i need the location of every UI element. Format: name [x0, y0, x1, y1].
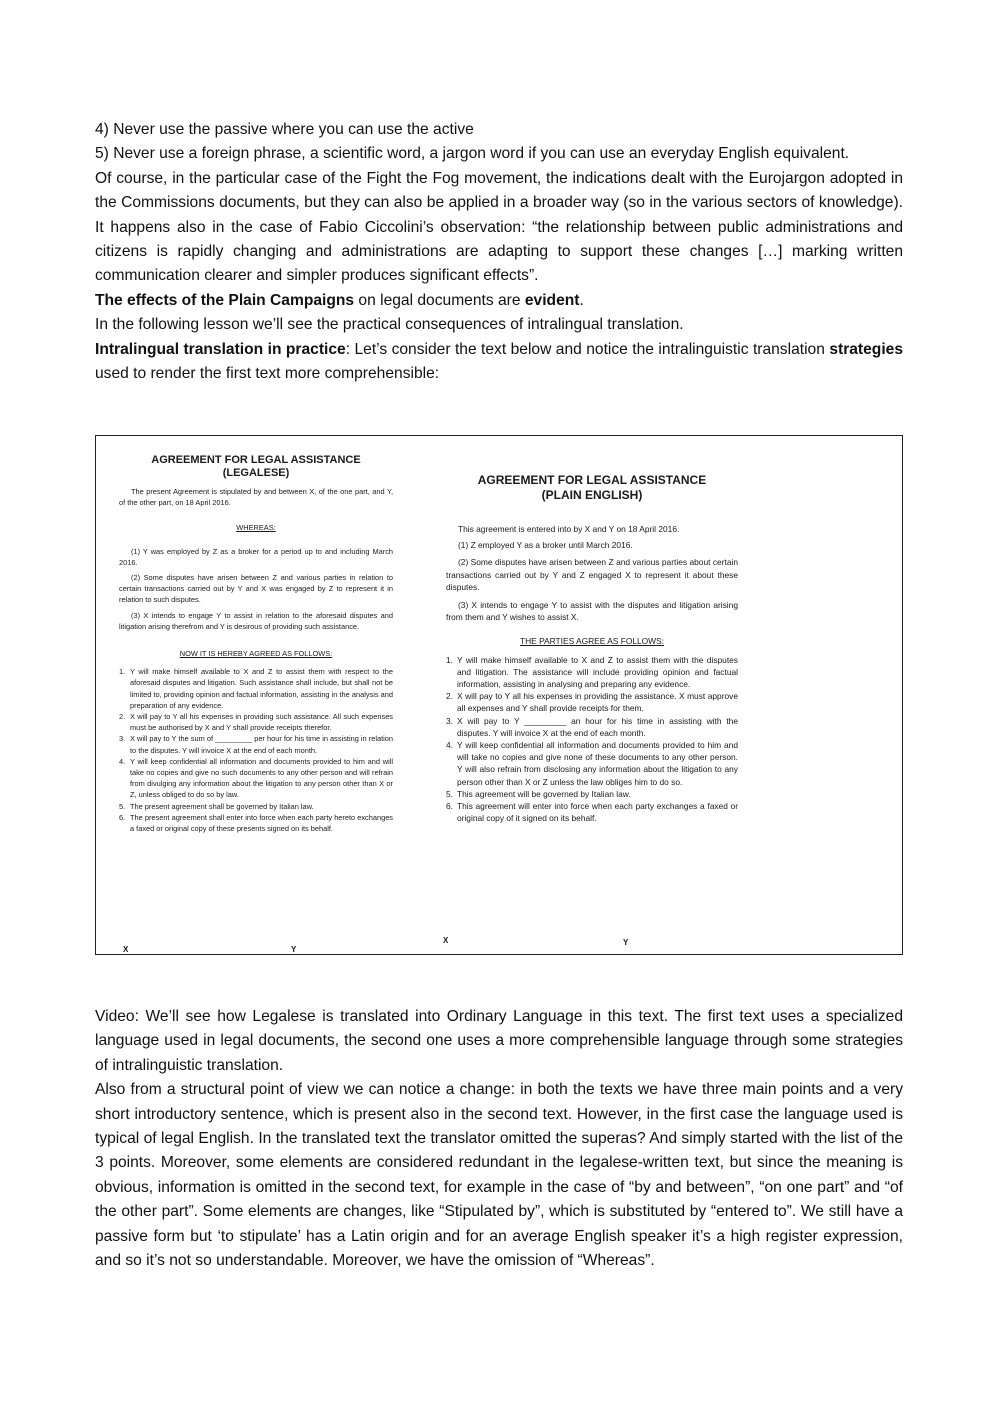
top-text-block — [95, 118, 903, 386]
plain-english-signature-x: X — [443, 936, 449, 945]
bottom-text-block — [95, 1005, 903, 1273]
legalese-title: AGREEMENT FOR LEGAL ASSISTANCE (LEGALESE) — [151, 454, 361, 479]
plain-english-intro: This agreement is entered into by X and Y on 18 April 2016. — [458, 524, 680, 534]
list-item: 4. Y will keep confidential all information and documents provided to him and will take no copies and give no such documents to any other person and will refrain from divulging any information about the litigation to any person other than X or Z, unless obliged to do so by law. — [119, 756, 393, 800]
plain-english-recital-3: (3) X intends to engage Y to assist with the disputes and litigation arising from them and Y wishes to assist X. — [446, 600, 738, 623]
list-item: 5. The present agreement shall be governed by Italian law. — [119, 801, 314, 811]
legalese-agreed-heading: NOW IT IS HEREBY AGREED AS FOLLOWS: — [179, 649, 333, 659]
bold-intralingual-translation: Intralingual translation in practice — [95, 340, 346, 358]
legalese-recital-2: (2) Some disputes have arisen between Z and various parties in relation to certain transactions carried out by Y and X was engaged by Z to represent it in relation to such disputes. — [119, 573, 393, 605]
bold-evident: evident — [524, 291, 580, 309]
list-item: 2. X will pay to Y all his expenses in providing such assistance. All such expenses must be authorised by X and Y shall provide receipts therefor. — [119, 712, 393, 733]
list-item: 5. This agreement will be governed by Italian law. — [446, 788, 631, 799]
plain-english-agree-heading: THE PARTIES AGREE AS FOLLOWS: — [520, 636, 664, 647]
bold-plain-campaigns: The effects of the Plain Campaigns — [95, 291, 355, 309]
legalese-signature-y: Y — [291, 945, 297, 954]
paragraph-structural-change: Also from a structural point of view we can notice a change: in both the texts we have three main points and a very short introductory sentence, which is present also in the second text. However, in the first case the language used is typical of legal English. In the translated text the translator omitted the superas? And simply started with the list of the 3 points. Moreover, some elements are considered redundant in the legalese-written text, but since the meaning is obvious, information is omitted in the second text, for example in the case of “by and between”, “on one part” and “of the other part”. Some elements are changes, like “Stipulated by”, which is substituted by “entered to”. We still have a passive form but ‘to stipulate’ has a Latin origin and for an average English speaker it’s a high register expression, and so it’s not so understandable. Moreover, we have the omission of “Whereas”. — [95, 1081, 903, 1270]
list-item: 1. Y will make himself available to X and Z to assist them with respect to the aforesaid disputes and litigation. Such assistance shall include, but shall not be limited to, providing opinion and factual information, assisting in the analysis and preparation of any evidence. — [119, 667, 393, 710]
bold-strategies: strategies — [829, 340, 904, 358]
agreement-comparison-figure — [95, 435, 903, 955]
legalese-column — [119, 454, 393, 834]
legalese-clause-list — [119, 666, 393, 834]
paragraph-rule-5: 5) Never use a foreign phrase, a scientific word, a jargon word if you can use an everyday English equivalent. — [95, 145, 850, 163]
legalese-whereas: WHEREAS: — [236, 523, 276, 533]
paragraph-fight-the-fog: Of course, in the particular case of the Fight the Fog movement, the indications dealt with the Eurojargon adopted in the Commissions documents, but they can also be applied in a broader way (so in the various sectors of knowledge). It happens also in the case of Fabio Ciccolini’s observation: “the relationship between public administrations and citizens is rapidly changing and administrations are adapting to support these changes […] marking written communication clearer and simpler produces significant effects”. — [95, 169, 903, 285]
paragraph-following-lesson: In the following lesson we’ll see the practical consequences of intralingual translation. — [95, 316, 684, 334]
legalese-signature-x: X — [123, 945, 129, 954]
paragraph-video: Video: We’ll see how Legalese is translated into Ordinary Language in this text. The first text uses a specialized language used in legal documents, the second one uses a more comprehensible language through some strategies of intralinguistic translation. — [95, 1008, 903, 1074]
plain-english-recital-2: (2) Some disputes have arisen between Z and various parties about certain transactions carried out by Y and Z engaged X to represent it about these disputes. — [446, 557, 738, 592]
list-item: 6. The present agreement shall enter into force when each party hereto exchanges a faxed or original copy of these presents signed on its behalf. — [119, 812, 393, 834]
list-item: 3. X will pay to Y _________ an hour for his time in assisting with the disputes. Y will invoice X at the end of each month. — [446, 715, 738, 738]
list-item: 2. X will pay to Y all his expenses in providing the assistance. X must approve all expenses and Y shall provide receipts for them. — [446, 691, 738, 714]
legalese-recital-3: (3) X intends to engage Y to assist in relation to the aforesaid disputes and litigation arising therefrom and Y is desirous of providing such assistance. — [119, 610, 393, 631]
list-item: 4. Y will keep confidential all information and documents provided to him and will take no copies and give none of these documents to any other person. Y will also refrain from disclosing any information about the litigation to any person other than X or Z unless the law obliges him to do so. — [446, 740, 738, 787]
plain-english-recital-1: (1) Z employed Y as a broker until March 2016. — [458, 540, 633, 551]
legalese-intro: The present Agreement is stipulated by and between X, of the one part, and Y, of the other part, on 18 April 2016. — [119, 487, 393, 508]
legalese-recital-1: (1) Y was employed by Z as a broker for a period up to and including March 2016. — [119, 546, 393, 567]
plain-english-title: AGREEMENT FOR LEGAL ASSISTANCE (PLAIN ENGLISH) — [477, 473, 707, 502]
paragraph-effects: The effects of the Plain Campaigns on legal documents are evident. — [95, 291, 584, 309]
list-item: 1. Y will make himself available to X and Z to assist them with the disputes and litigation. The assistance will include providing opinion and factual information, assisting in analysing and preparing any evidence. — [446, 654, 738, 690]
plain-english-signature-y: Y — [623, 938, 629, 947]
plain-english-column — [446, 473, 738, 824]
plain-english-clause-list — [446, 654, 738, 825]
list-item: 6. This agreement will enter into force when each party exchanges a faxed or original copy of it signed on its behalf. — [446, 801, 738, 824]
paragraph-rule-4: 4) Never use the passive where you can use the active — [95, 121, 474, 138]
list-item: 3. X will pay to Y the sum of _________ per hour for his time in assisting in relation to the disputes. Y will invoice X at the end of each month. — [119, 734, 393, 755]
paragraph-intralingual-practice: Intralingual translation in practice: Let’s consider the text below and notice the intralinguistic translation strategies used to render the first text more comprehensible: — [95, 340, 904, 383]
